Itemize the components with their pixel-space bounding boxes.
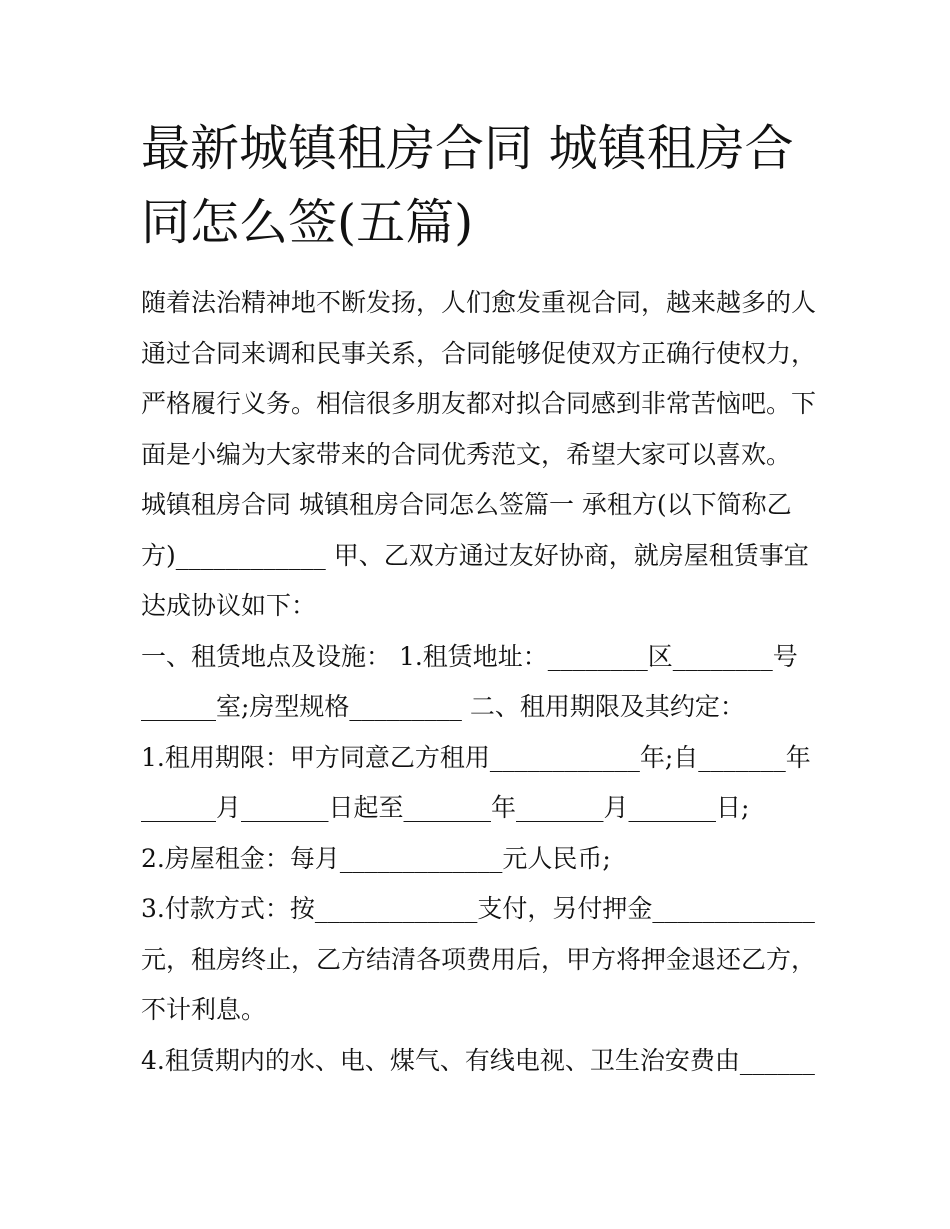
body-line: 元，租房终止，乙方结清各项费用后，甲方将押金退还乙方， <box>141 944 817 974</box>
body-line: 4.租赁期内的水、电、煤气、有线电视、卫生治安费由______ <box>141 1045 815 1075</box>
body-line: 通过合同来调和民事关系，合同能够促使双方正确行使权力， <box>141 338 817 368</box>
body-line: 达成协议如下： <box>141 591 317 620</box>
body-line: 1.租用期限：甲方同意乙方租用____________年;自_______年 <box>141 742 811 772</box>
body-line: 面是小编为大家带来的合同优秀范文，希望大家可以喜欢。 <box>141 439 792 469</box>
document-title <box>141 112 841 260</box>
body-line: 随着法治精神地不断发扬，人们愈发重视合同，越来越多的人 <box>141 288 817 317</box>
body-line: 3.付款方式：按_____________支付，另付押金_____________ <box>141 894 815 923</box>
body-line: 一、租赁地点及设施： 1.租赁地址：________区________号 <box>141 641 798 671</box>
body-line: 不计利息。 <box>141 995 267 1024</box>
body-line: 2.房屋租金：每月_____________元人民币; <box>141 843 611 873</box>
title-line: 最新城镇租房合同 城镇租房合 <box>141 120 794 177</box>
body-line: ______月_______日起至_______年_______月_______日; <box>141 793 750 822</box>
document-body <box>141 278 821 1086</box>
body-line: ______室;房型规格_________ 二、租用期限及其约定： <box>141 692 745 721</box>
body-line: 城镇租房合同 城镇租房合同怎么签篇一 承租方(以下简称乙 <box>141 490 792 519</box>
body-line: 方)____________ 甲、乙双方通过友好协商，就房屋租赁事宜 <box>141 540 809 570</box>
body-line: 严格履行义务。相信很多朋友都对拟合同感到非常苦恼吧。下 <box>141 389 817 418</box>
title-line: 同怎么签(五篇) <box>141 194 474 251</box>
